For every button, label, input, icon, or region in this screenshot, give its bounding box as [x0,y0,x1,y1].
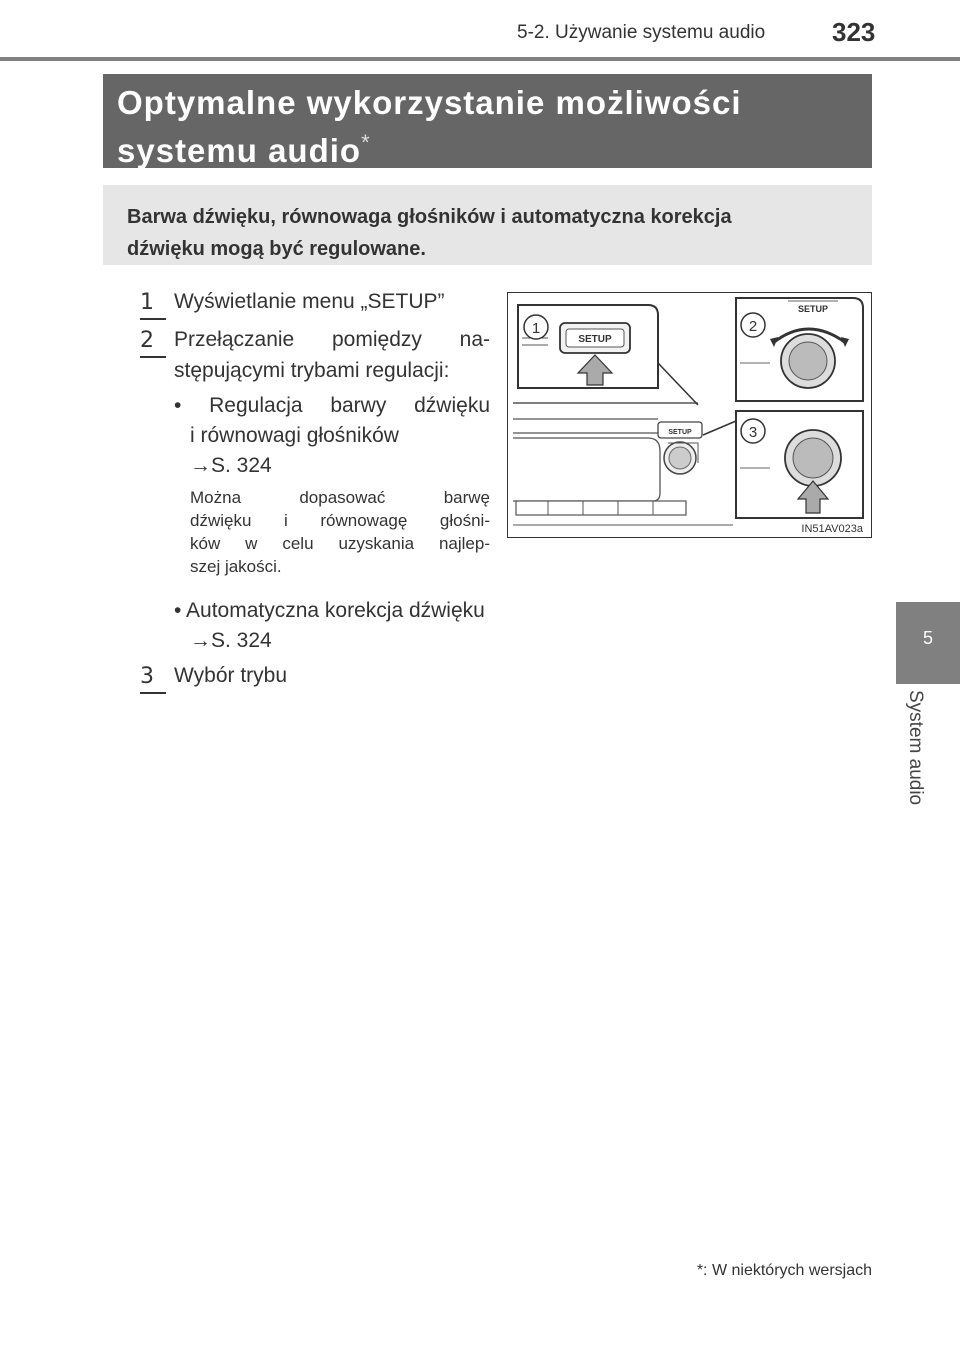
figure-code: IN51AV023a [801,523,863,535]
chapter-label [890,690,930,830]
section-header: 5-2. Używanie systemu audio [517,22,766,43]
step-text-2-line-2: stępującymi trybami regulacji: [174,359,450,382]
bullet-1-line-2: i równowagi głośników [190,424,399,447]
callout-2: 2 [748,318,758,335]
header-rule [0,57,960,61]
bullet-1-ref: →S. 324 [190,454,272,477]
intro-line-1: Barwa dźwięku, równowaga głośników i automatyczna korekcja [127,206,732,228]
chapter-tab [896,602,960,684]
bullet-1-line-1: • Regulacja barwy dźwięku [174,394,490,417]
bullet-1-note-line-1: Można dopasować barwę [190,488,490,507]
title-line-2: systemu audio [117,132,362,169]
intro-text [127,201,857,265]
chapter-number: 5 [922,628,933,648]
callout-3: 3 [748,424,758,441]
audio-panel-illustration [507,292,872,538]
step-text-2-line-1: Przełączanie pomiędzy na- [174,328,490,351]
bullet-1-note-line-3: ków w celu uzyskania najlep- [190,534,490,553]
step-text-1: Wyświetlanie menu „SETUP” [174,290,445,313]
step-text-3: Wybór trybu [174,664,288,687]
chapter-label-text: System audio [905,690,926,806]
small-setup-label: SETUP [668,429,692,436]
asterisk-mark: * [361,130,371,155]
setup-button-label: SETUP [578,334,612,345]
step-number-1: 1 [140,290,164,318]
bullet-1-note-line-2: dźwięku i równowagę głośni- [190,511,490,530]
top-right-setup-label: SETUP [797,304,829,314]
bullet-1-note-line-4: szej jakości. [190,557,282,576]
title-line-1: Optymalne wykorzystanie możliwości [117,84,742,121]
bullet-2-ref: →S. 324 [190,629,272,652]
page-number: 323 [832,17,876,47]
step-number-3: 3 [140,664,164,692]
intro-box [103,185,872,265]
footnote: *: W niektórych wersjach [696,1262,872,1279]
bullet-2-line-1: • Automatyczna korekcja dźwięku [174,599,485,622]
intro-line-2: dźwięku mogą być regulowane. [127,238,426,260]
audio-panel-drawing [508,293,870,536]
callout-1: 1 [531,320,541,337]
page-title [117,83,742,171]
title-box [103,74,872,168]
step-number-2: 2 [140,328,164,356]
